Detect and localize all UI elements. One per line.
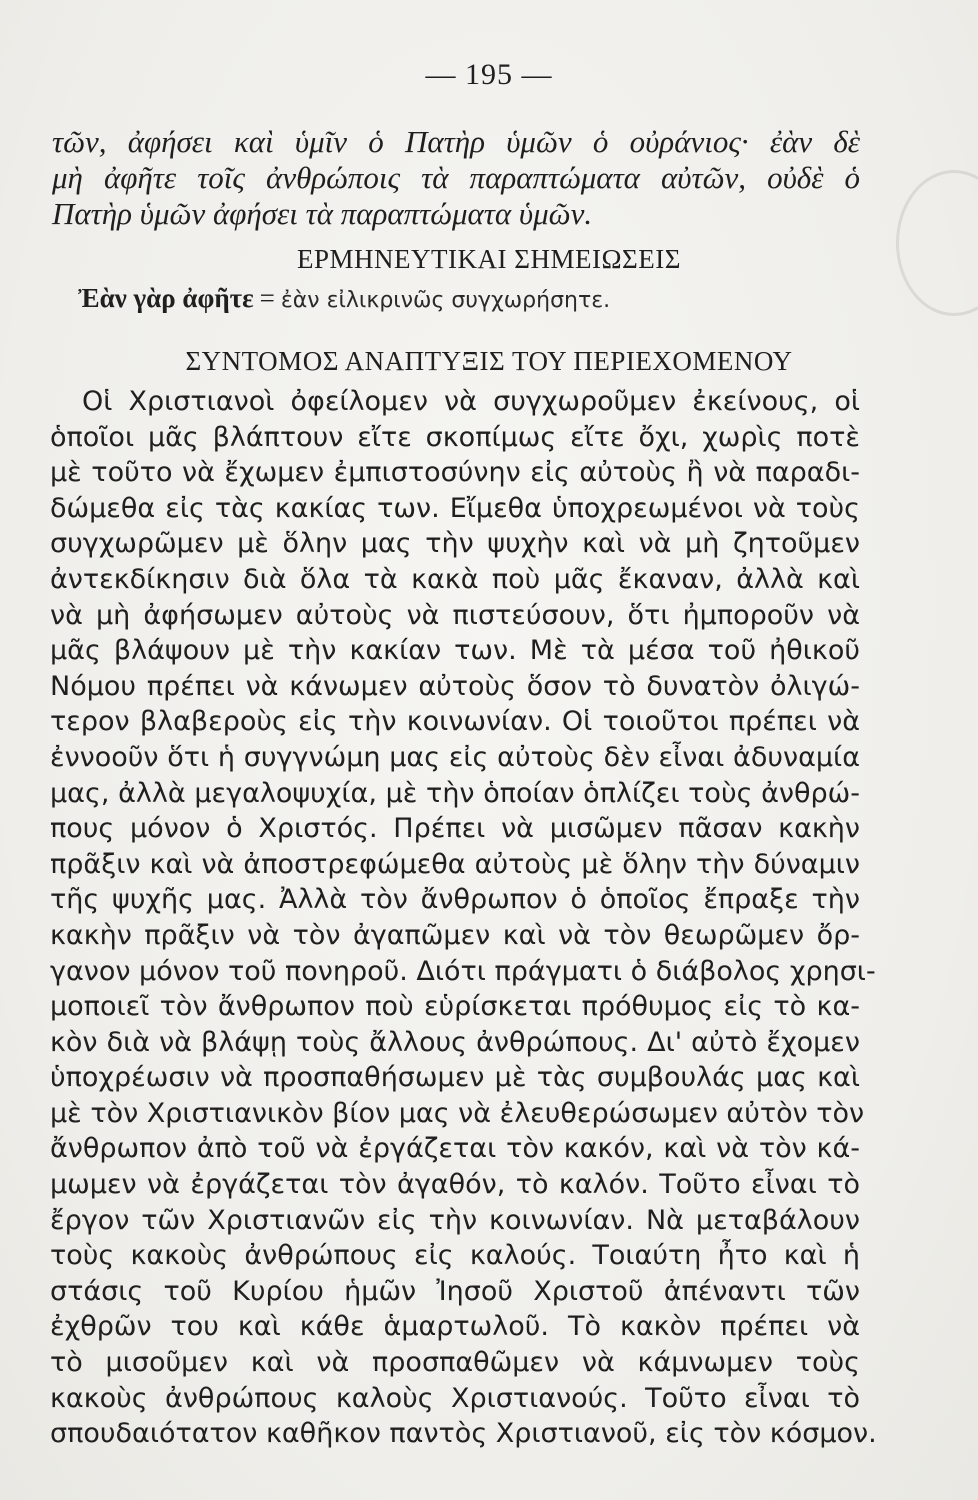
body-line: νὰ μὴ ἀφήσωμεν αὐτοὺς νὰ πιστεύσουν, ὅτι ἠμποροῦν νὰ xyxy=(50,599,860,631)
body-line: στάσις τοῦ Κυρίου ἡμῶν Ἰησοῦ Χριστοῦ ἀπέναντι τῶν xyxy=(50,1275,860,1307)
opening-passage xyxy=(52,124,860,232)
body-line: ἐννοοῦν ὅτι ἡ συγγνώμη μας εἰς αὐτοὺς δὲν εἶναι ἀδυναμία xyxy=(50,741,860,773)
body-line: μὲ τὸν Χριστιανικὸν βίον μας νὰ ἐλευθερώσωμεν αὐτὸν τὸν xyxy=(50,1097,865,1129)
body-line: συγχωρῶμεν μὲ ὅλην μας τὴν ψυχὴν καὶ νὰ μὴ ζητοῦμεν xyxy=(50,528,860,560)
opening-line: μὴ ἀφῆτε τοῖς ἀνθρώποις τὰ παραπτώματα αὐτῶν, οὐδὲ ὁ xyxy=(52,160,860,195)
body-line: ἔργον τῶν Χριστιανῶν εἰς τὴν κοινωνίαν. Νὰ μεταβάλουν xyxy=(50,1204,860,1236)
body-line: τερον βλαβεροὺς εἰς τὴν κοινωνίαν. Οἱ τοιοῦτοι πρέπει νὰ xyxy=(50,706,860,738)
body-line: σπουδαιότατον καθῆκον παντὸς Χριστιανοῦ, εἰς τὸν κόσμον. xyxy=(50,1418,877,1450)
body-line: ἐχθρῶν του καὶ κάθε ἁμαρτωλοῦ. Τὸ κακὸν πρέπει νὰ xyxy=(50,1311,860,1343)
body-line: μὲ τοῦτο νὰ ἔχωμεν ἐμπιστοσύνην εἰς αὐτοὺς ἢ νὰ παραδι- xyxy=(50,457,860,489)
interpretive-note xyxy=(78,283,610,314)
body-line: κὸν διὰ νὰ βλάψῃ τοὺς ἄλλους ἀνθρώπους. Δι' αὐτὸ ἔχομεν xyxy=(50,1026,860,1058)
notes-heading: ΕΡΜΗΝΕΥΤΙΚΑΙ ΣΗΜΕΙΩΣΕΙΣ xyxy=(297,244,681,274)
body-line: πρᾶξιν καὶ νὰ ἀποστρεφώμεθα αὐτοὺς μὲ ὅλην τὴν δύναμιν xyxy=(50,848,860,880)
body-line: τοὺς κακοὺς ἀνθρώπους εἰς καλούς. Τοιαύτη ἦτο καὶ ἡ xyxy=(50,1240,860,1272)
opening-line: τῶν, ἀφήσει καὶ ὑμῖν ὁ Πατὴρ ὑμῶν ὁ οὐράνιος· ἐὰν δὲ xyxy=(52,124,860,159)
body-line: μοποιεῖ τὸν ἄνθρωπον ποὺ εὑρίσκεται πρόθυμος εἰς τὸ κα- xyxy=(50,991,860,1023)
body-line: κακὴν πρᾶξιν νὰ τὸν ἀγαπῶμεν καὶ νὰ τὸν θεωρῶμεν ὄρ- xyxy=(50,919,860,951)
summary-heading: ΣΥΝΤΟΜΟΣ ΑΝΑΠΤΥΞΙΣ ΤΟΥ ΠΕΡΙΕΧΟΜΕΝΟΥ xyxy=(185,346,793,376)
note-term: Ἐὰν γὰρ ἀφῆτε xyxy=(78,283,254,313)
body-line: γανον μόνον τοῦ πονηροῦ. Διότι πράγματι ὁ διάβολος χρησι- xyxy=(50,955,876,987)
body-line: μωμεν νὰ ἐργάζεται τὸν ἀγαθόν, τὸ καλόν. Τοῦτο εἶναι τὸ xyxy=(50,1169,860,1201)
body-line: τῆς ψυχῆς μας. Ἀλλὰ τὸν ἄνθρωπον ὁ ὁποῖος ἔπραξε τὴν xyxy=(50,884,860,916)
body-line: ἀντεκδίκησιν διὰ ὅλα τὰ κακὰ ποὺ μᾶς ἔκαναν, ἀλλὰ καὶ xyxy=(50,563,860,595)
faded-stamp-mark xyxy=(896,170,978,316)
body-line: δώμεθα εἰς τὰς κακίας των. Εἴμεθα ὑποχρεωμένοι νὰ τοὺς xyxy=(50,492,860,524)
body-line: κακοὺς ἀνθρώπους καλοὺς Χριστιανούς. Τοῦτο εἶναι τὸ xyxy=(50,1382,860,1414)
body-line: Οἱ Χριστιανοὶ ὀφείλομεν νὰ συγχωροῦμεν ἐκείνους, οἱ xyxy=(82,386,860,417)
body-line: μας, ἀλλὰ μεγαλοψυχία, μὲ τὴν ὁποίαν ὁπλίζει τοὺς ἀνθρώ- xyxy=(50,777,860,809)
note-equals: = xyxy=(259,283,275,313)
body-line: ἄνθρωπον ἀπὸ τοῦ νὰ ἐργάζεται τὸν κακόν, καὶ νὰ τὸν κά- xyxy=(50,1133,860,1165)
body-line: ὁποῖοι μᾶς βλάπτουν εἴτε σκοπίμως εἴτε ὄχι, χωρὶς ποτὲ xyxy=(50,421,860,453)
note-definition: ἐὰν εἰλικρινῶς συγχωρήσητε. xyxy=(280,288,611,313)
body-line: πους μόνον ὁ Χριστός. Πρέπει νὰ μισῶμεν πᾶσαν κακὴν xyxy=(50,813,860,845)
page-number: — 195 — xyxy=(425,58,553,91)
body-line: μᾶς βλάψουν μὲ τὴν κακίαν των. Μὲ τὰ μέσα τοῦ ἠθικοῦ xyxy=(50,635,860,667)
summary-body xyxy=(50,384,877,1452)
opening-line: Πατὴρ ὑμῶν ἀφήσει τὰ παραπτώματα ὑμῶν. xyxy=(52,196,593,231)
body-line: Νόμου πρέπει νὰ κάνωμεν αὐτοὺς ὅσον τὸ δυνατὸν ὀλιγώ- xyxy=(50,670,860,702)
body-line: τὸ μισοῦμεν καὶ νὰ προσπαθῶμεν νὰ κάμνωμεν τοὺς xyxy=(50,1347,860,1379)
body-line: ὑποχρέωσιν νὰ προσπαθήσωμεν μὲ τὰς συμβουλάς μας καὶ xyxy=(50,1062,860,1094)
